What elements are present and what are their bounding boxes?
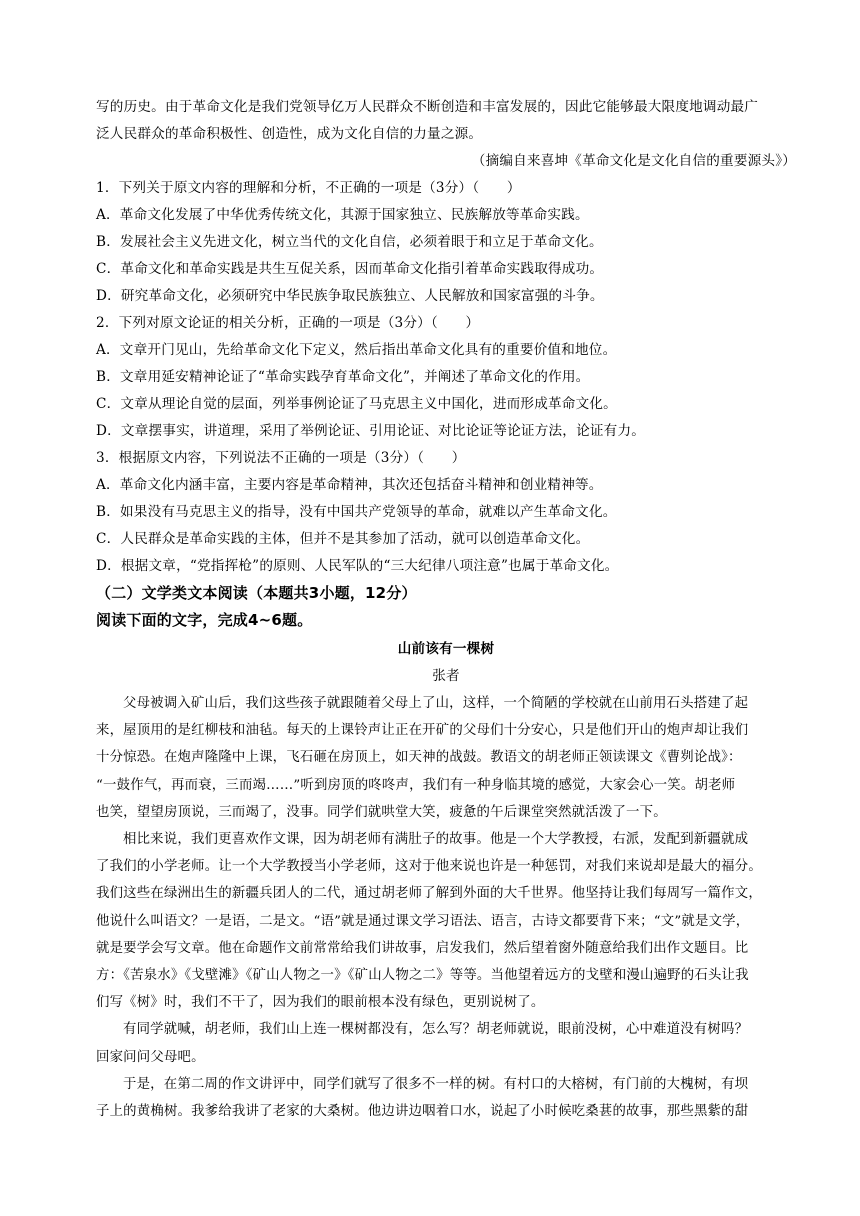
document-page — [96, 94, 796, 1125]
question-stem: 2．下列对原文论证的相关分析，正确的一项是（3分）（ ） — [96, 315, 480, 331]
story-line: 回家问问父母吧。 — [96, 1049, 205, 1065]
story-line: “一鼓作气，再而衰，三而竭……”听到房顶的咚咚声，我们有一种身临其境的感觉，大家会心一笑。胡老师 — [96, 777, 736, 793]
story-line: 就是要学会写文章。他在命题作文前常常给我们讲故事，启发我们，然后望着窗外随意给我们出作文题目。比 — [96, 940, 749, 956]
option-b: B．如果没有马克思主义的指导，没有中国共产党领导的革命，就难以产生革命文化。 — [96, 504, 617, 520]
intro-line-1: 写的历史。由于革命文化是我们党领导亿万人民群众不断创造和丰富发展的，因此它能够最大限度地调动最广 — [96, 99, 759, 115]
question-stem: 1．下列关于原文内容的理解和分析，不正确的一项是（3分）（ ） — [96, 180, 521, 196]
option-a: A．革命文化发展了中华优秀传统文化，其源于国家独立、民族解放等革命实践。 — [96, 207, 589, 223]
source-citation: （摘编自来喜坤《革命文化是文化自信的重要源头》） — [471, 153, 796, 169]
option-b: B．发展社会主义先进文化，树立当代的文化自信，必须着眼于和立足于革命文化。 — [96, 234, 603, 250]
option-a: A．文章开门见山，先给革命文化下定义，然后指出革命文化具有的重要价值和地位。 — [96, 342, 617, 358]
story-line: 也笑，望望房顶说，三而竭了，没事。同学们就哄堂大笑，疲惫的午后课堂突然就活泼了一下。 — [96, 804, 667, 820]
story-title: 山前该有一棵树 — [397, 641, 495, 657]
option-b: B．文章用延安精神论证了“革命实践孕育革命文化”，并阐述了革命文化的作用。 — [96, 369, 590, 385]
story-line: 相比来说，我们更喜欢作文课，因为胡老师有满肚子的故事。他是一个大学教授，右派，发配到新疆就成 — [123, 832, 749, 848]
question-3 — [96, 445, 796, 580]
question-1 — [96, 175, 796, 310]
story-line: 我们这些在绿洲出生的新疆兵团人的二代，通过胡老师了解到外面的大千世界。他坚持让我们每周写一篇作文， — [96, 886, 762, 902]
option-d: D．研究革命文化，必须研究中华民族争取民族独立、人民解放和国家富强的斗争。 — [96, 288, 604, 304]
story-author: 张者 — [432, 668, 460, 684]
option-c: C．文章从理论自觉的层面，列举事例论证了马克思主义中国化，进而形成革命文化。 — [96, 396, 617, 412]
story-line: 他说什么叫语文？一是语，二是文。“语”就是通过课文学习语法、语言，古诗文都要背下来；“文”就是文学， — [96, 913, 750, 929]
option-c: C．革命文化和革命实践是共生互促关系，因而革命文化指引着革命实践取得成功。 — [96, 261, 604, 277]
option-d: D．文章摆事实，讲道理，采用了举例论证、引用论证、对比论证等论证方法，论证有力。 — [96, 423, 646, 439]
section-heading: （二）文学类文本阅读（本题共3小题，12分） — [96, 584, 417, 602]
story-line: 们写《树》时，我们不干了，因为我们的眼前根本没有绿色，更别说树了。 — [96, 995, 545, 1011]
story-line: 来，屋顶用的是红柳枝和油毡。每天的上课铃声让正在开矿的父母们十分安心，只是他们开山的炮声却让我们 — [96, 723, 749, 739]
story-line: 子上的黄桷树。我爹给我讲了老家的大桑树。他边讲边咽着口水，说起了小时候吃桑葚的故事，那些黑紫的甜 — [96, 1104, 749, 1120]
section-instruction: 阅读下面的文字，完成4~6题。 — [96, 611, 313, 629]
story-line: 于是，在第二周的作文讲评中，同学们就写了很多不一样的树。有村口的大榕树，有门前的大槐树，有坝 — [123, 1076, 749, 1092]
story-body — [96, 690, 796, 1125]
option-d: D．根据文章，“党指挥枪”的原则、人民军队的“三大纪律八项注意”也属于革命文化。 — [96, 558, 619, 574]
story-line: 有同学就喊，胡老师，我们山上连一棵树都没有，怎么写？胡老师就说，眼前没树，心中难道没有树吗？ — [123, 1022, 749, 1038]
story-line: 方：《苦泉水》《戈壁滩》《矿山人物之一》《矿山人物之二》等等。当他望着远方的戈壁和漫山遍野的石头让我 — [96, 968, 749, 984]
option-c: C．人民群众是革命实践的主体，但并不是其参加了活动，就可以创造革命文化。 — [96, 531, 590, 547]
question-2 — [96, 310, 796, 445]
story-line: 了我们的小学老师。让一个大学教授当小学老师，这对于他来说也许是一种惩罚，对我们来说却是最大的福分。 — [96, 859, 762, 875]
question-stem: 3．根据原文内容，下列说法不正确的一项是（3分）（ ） — [96, 450, 466, 466]
story-line: 父母被调入矿山后，我们这些孩子就跟随着父母上了山，这样，一个简陋的学校就在山前用石头搭建了起 — [123, 696, 749, 711]
intro-line-2: 泛人民群众的革命积极性、创造性，成为文化自信的力量之源。 — [96, 126, 483, 142]
story-line: 十分惊恐。在炮声隆隆中上课，飞石砸在房顶上，如天神的战鼓。教语文的胡老师正领读课文《曹刿论战》： — [96, 750, 742, 766]
option-a: A．革命文化内涵丰富，主要内容是革命精神，其次还包括奋斗精神和创业精神等。 — [96, 477, 603, 493]
